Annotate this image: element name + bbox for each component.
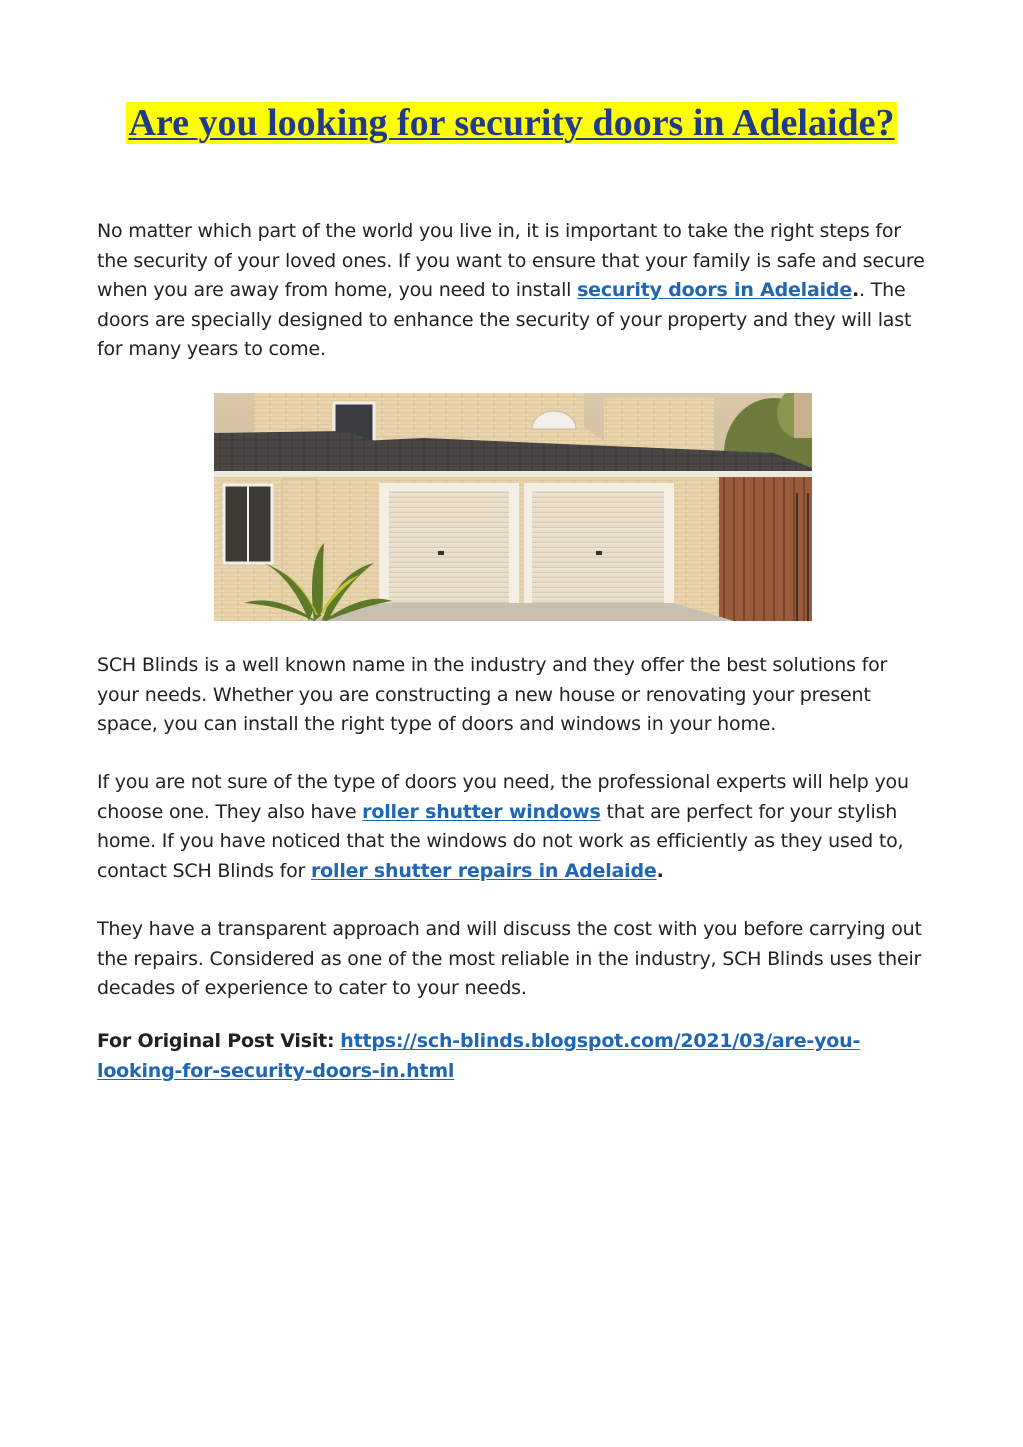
roller-shutter-paragraph <box>97 768 932 886</box>
roller-shutter-repairs-link[interactable]: roller shutter repairs in Adelaide <box>311 859 657 882</box>
roller-shutter-windows-link[interactable]: roller shutter windows <box>362 800 601 823</box>
intro-text-1: No matter which part of the world you live in, it is important to take the right steps for the security of your loved ones. If you want to ensure that your family is safe and secure when you are away from home, you need to install <box>97 220 925 302</box>
original-post-footer <box>97 1027 932 1086</box>
company-paragraph: SCH Blinds is a well known name in the industry and they offer the best solutions for your needs. Whether you are constructing a new house or renovating your present space, you can install the right type of doors and windows in your home. <box>97 654 888 736</box>
intro-period: . <box>852 279 860 302</box>
para-3-text-1: If you are not sure of the type of doors you need, the professional experts will help you choose one. They also have <box>97 771 909 823</box>
security-doors-link[interactable]: security doors in Adelaide <box>577 279 853 302</box>
page-title <box>96 96 927 151</box>
para-3-text-3: . <box>656 859 664 882</box>
title-highlight: Are you looking for security doors in Adelaide? <box>128 102 895 144</box>
intro-paragraph <box>97 217 932 365</box>
original-post-link[interactable]: https://sch-blinds.blogspot.com/2021/03/are-you-looking-for-security-doors-in.html <box>97 1030 861 1082</box>
approach-paragraph: They have a transparent approach and will discuss the cost with you before carrying out the repairs. Considered as one of the most reliable in the industry, SCH Blinds uses their decades of experience to cater to your needs. <box>97 918 922 1000</box>
house-garage-photo <box>214 393 812 621</box>
original-post-label: For Original Post Visit: <box>97 1030 335 1052</box>
para-3-text-2: that are perfect for your stylish home. If you have noticed that the windows do not work as efficiently as they used to, contact SCH Blinds for <box>97 800 904 882</box>
intro-text-2: . The doors are specially designed to enhance the security of your property and they will last for many years to come. <box>97 279 912 361</box>
